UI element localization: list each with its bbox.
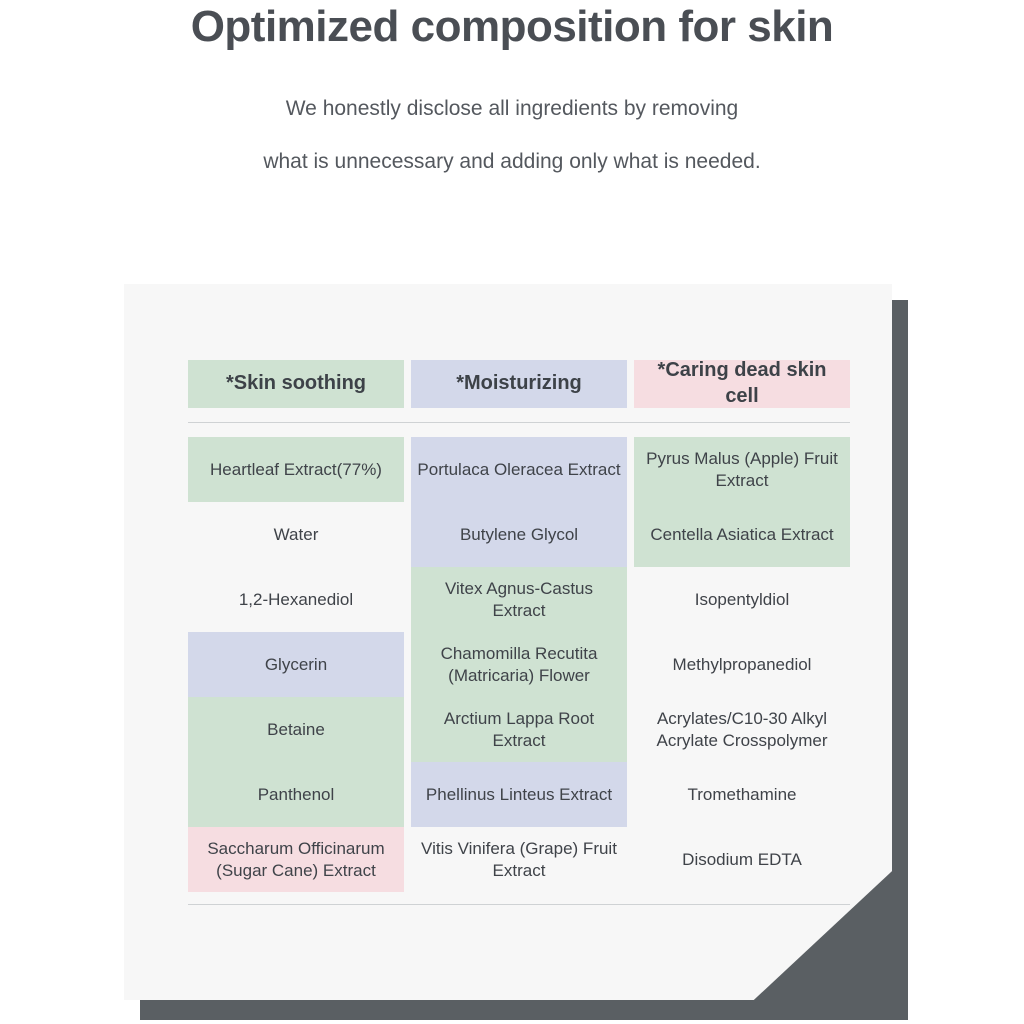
table-cell: Arctium Lappa Root Extract xyxy=(411,697,627,762)
table-cell: Water xyxy=(273,524,319,544)
table-cell: Heartleaf Extract(77%) xyxy=(188,437,404,502)
table-cell: Pyrus Malus (Apple) Fruit Extract xyxy=(634,437,850,502)
table-row xyxy=(188,762,850,827)
table-cell: Saccharum Officinarum (Sugar Cane) Extract xyxy=(188,827,404,892)
table-row xyxy=(188,697,850,762)
table-cell: 1,2-Hexanediol xyxy=(238,589,354,609)
table-cell: Phellinus Linteus Extract xyxy=(411,762,627,827)
ingredients-table xyxy=(188,360,850,905)
spacer xyxy=(188,423,850,437)
table-header-row xyxy=(188,360,850,408)
divider-bottom xyxy=(188,904,850,905)
table-cell: Methylpropanediol xyxy=(672,654,812,674)
table-cell: Panthenol xyxy=(188,762,404,827)
column-header-skin-soothing: *Skin soothing xyxy=(188,360,404,408)
table-row xyxy=(188,632,850,697)
table-cell: Centella Asiatica Extract xyxy=(634,502,850,567)
table-cell: Vitis Vinifera (Grape) Fruit Extract xyxy=(421,838,617,880)
table-cell: Portulaca Oleracea Extract xyxy=(411,437,627,502)
table-row xyxy=(188,437,850,502)
table-cell: Betaine xyxy=(188,697,404,762)
table-cell: Tromethamine xyxy=(687,784,797,804)
table-cell: Disodium EDTA xyxy=(682,849,802,869)
table-cell: Isopentyldiol xyxy=(694,589,790,609)
table-cell: Vitex Agnus-Castus Extract xyxy=(411,567,627,632)
table-row xyxy=(188,567,850,632)
table-row xyxy=(188,502,850,567)
table-cell: Butylene Glycol xyxy=(411,502,627,567)
column-header-caring-dead-skin-cell: *Caring dead skin cell xyxy=(634,360,850,408)
subtitle-line-1: We honestly disclose all ingredients by removing xyxy=(285,97,739,120)
table-cell: Glycerin xyxy=(188,632,404,697)
subtitle-line-2: what is unnecessary and adding only what is needed. xyxy=(263,150,761,173)
table-cell: Acrylates/C10-30 Alkyl Acrylate Crosspolymer xyxy=(656,708,828,750)
page-title: Optimized composition for skin xyxy=(190,2,834,51)
table-row xyxy=(188,827,850,892)
table-cell: Chamomilla Recutita (Matricaria) Flower xyxy=(411,632,627,697)
column-header-moisturizing: *Moisturizing xyxy=(411,360,627,408)
